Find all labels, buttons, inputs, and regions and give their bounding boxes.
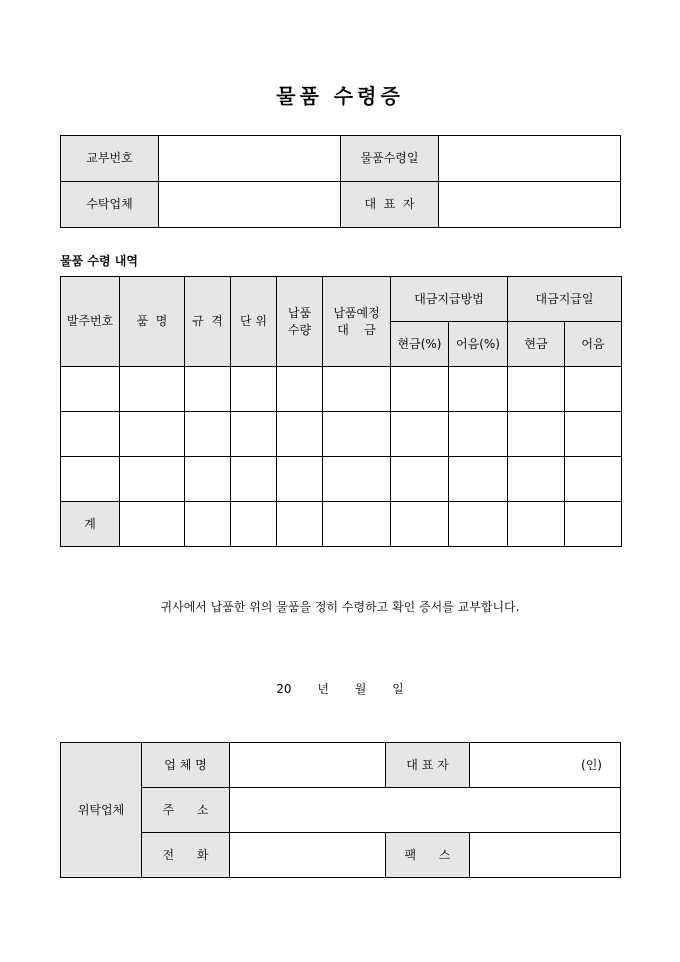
col-expected-line2: 대 금	[337, 322, 376, 337]
table-row	[61, 788, 621, 833]
col-order-no: 발주번호	[61, 277, 120, 367]
date-line	[0, 680, 680, 697]
cell[interactable]	[231, 457, 277, 502]
cell[interactable]	[231, 502, 277, 547]
col-qty	[277, 277, 323, 367]
cell[interactable]	[323, 502, 391, 547]
cell[interactable]	[185, 502, 231, 547]
cell[interactable]	[391, 502, 449, 547]
col-pay-date: 대금지급일	[508, 277, 622, 322]
issue-number-field[interactable]	[159, 136, 341, 182]
table-row	[61, 833, 621, 878]
cell[interactable]	[508, 367, 565, 412]
year-label: 년	[317, 682, 329, 696]
fax-field[interactable]	[470, 833, 621, 878]
cell[interactable]	[449, 367, 508, 412]
cell[interactable]	[185, 412, 231, 457]
cell[interactable]	[277, 502, 323, 547]
cell[interactable]	[277, 367, 323, 412]
cell[interactable]	[565, 412, 622, 457]
consignor-representative-label: 대 표 자	[386, 743, 470, 788]
cell[interactable]	[231, 367, 277, 412]
contractor-label: 수탁업체	[61, 182, 159, 228]
table-row	[61, 136, 621, 182]
cell[interactable]	[120, 502, 185, 547]
consignor-label: 위탁업체	[61, 743, 142, 878]
table-row	[61, 743, 621, 788]
phone-field[interactable]	[230, 833, 386, 878]
col-bill-pct: 어음(%)	[449, 322, 508, 367]
cell[interactable]	[61, 367, 120, 412]
receipt-date-field[interactable]	[439, 136, 621, 182]
year-prefix: 20	[276, 682, 292, 696]
cell[interactable]	[391, 457, 449, 502]
contractor-field[interactable]	[159, 182, 341, 228]
col-bill: 어음	[565, 322, 622, 367]
cell[interactable]	[391, 412, 449, 457]
col-pay-method: 대금지급방법	[391, 277, 508, 322]
phone-label: 전 화	[142, 833, 230, 878]
col-cash: 현금	[508, 322, 565, 367]
cell[interactable]	[449, 502, 508, 547]
representative-field[interactable]	[439, 182, 621, 228]
cell[interactable]	[449, 457, 508, 502]
cell[interactable]	[120, 412, 185, 457]
address-label: 주 소	[142, 788, 230, 833]
table-header-row	[61, 277, 622, 322]
table-row	[61, 457, 622, 502]
cell[interactable]	[120, 457, 185, 502]
company-name-field[interactable]	[230, 743, 386, 788]
cell[interactable]	[508, 412, 565, 457]
col-qty-line2: 수량	[287, 322, 312, 337]
representative-label: 대 표 자	[341, 182, 439, 228]
cell[interactable]	[565, 502, 622, 547]
col-qty-line1: 납품	[287, 306, 312, 321]
cell[interactable]	[185, 367, 231, 412]
section-title: 물품 수령 내역	[60, 254, 138, 268]
declaration-text: 귀사에서 납품한 위의 물품을 정히 수령하고 확인 증서를 교부합니다.	[160, 600, 520, 614]
cell[interactable]	[391, 367, 449, 412]
receipt-details-table	[60, 276, 622, 547]
cell[interactable]	[120, 367, 185, 412]
month-label: 월	[354, 682, 367, 696]
col-expected-amount	[323, 277, 391, 367]
cell[interactable]	[185, 457, 231, 502]
cell[interactable]	[61, 412, 120, 457]
col-expected-line1: 납품예정	[333, 306, 380, 321]
table-row	[61, 367, 622, 412]
seal-field[interactable]: (인)	[470, 743, 621, 788]
header-info-table	[60, 135, 621, 228]
cell[interactable]	[323, 412, 391, 457]
consignor-table	[60, 742, 621, 878]
company-name-label: 업 체 명	[142, 743, 230, 788]
table-row	[61, 412, 622, 457]
cell[interactable]	[323, 457, 391, 502]
cell[interactable]	[565, 367, 622, 412]
total-label: 계	[61, 502, 120, 547]
col-cash-pct: 현금(%)	[391, 322, 449, 367]
cell[interactable]	[449, 412, 508, 457]
col-spec: 규 격	[185, 277, 231, 367]
col-unit: 단 위	[231, 277, 277, 367]
address-field[interactable]	[230, 788, 621, 833]
cell[interactable]	[508, 457, 565, 502]
col-item: 품 명	[120, 277, 185, 367]
total-row	[61, 502, 622, 547]
cell[interactable]	[323, 367, 391, 412]
cell[interactable]	[508, 502, 565, 547]
page-title: 물품 수령증	[276, 84, 404, 108]
day-label: 일	[392, 682, 404, 696]
issue-number-label: 교부번호	[61, 136, 159, 182]
fax-label: 팩 스	[386, 833, 470, 878]
cell[interactable]	[277, 412, 323, 457]
receipt-date-label: 물품수령일	[341, 136, 439, 182]
table-row	[61, 182, 621, 228]
cell[interactable]	[565, 457, 622, 502]
cell[interactable]	[231, 412, 277, 457]
cell[interactable]	[61, 457, 120, 502]
cell[interactable]	[277, 457, 323, 502]
